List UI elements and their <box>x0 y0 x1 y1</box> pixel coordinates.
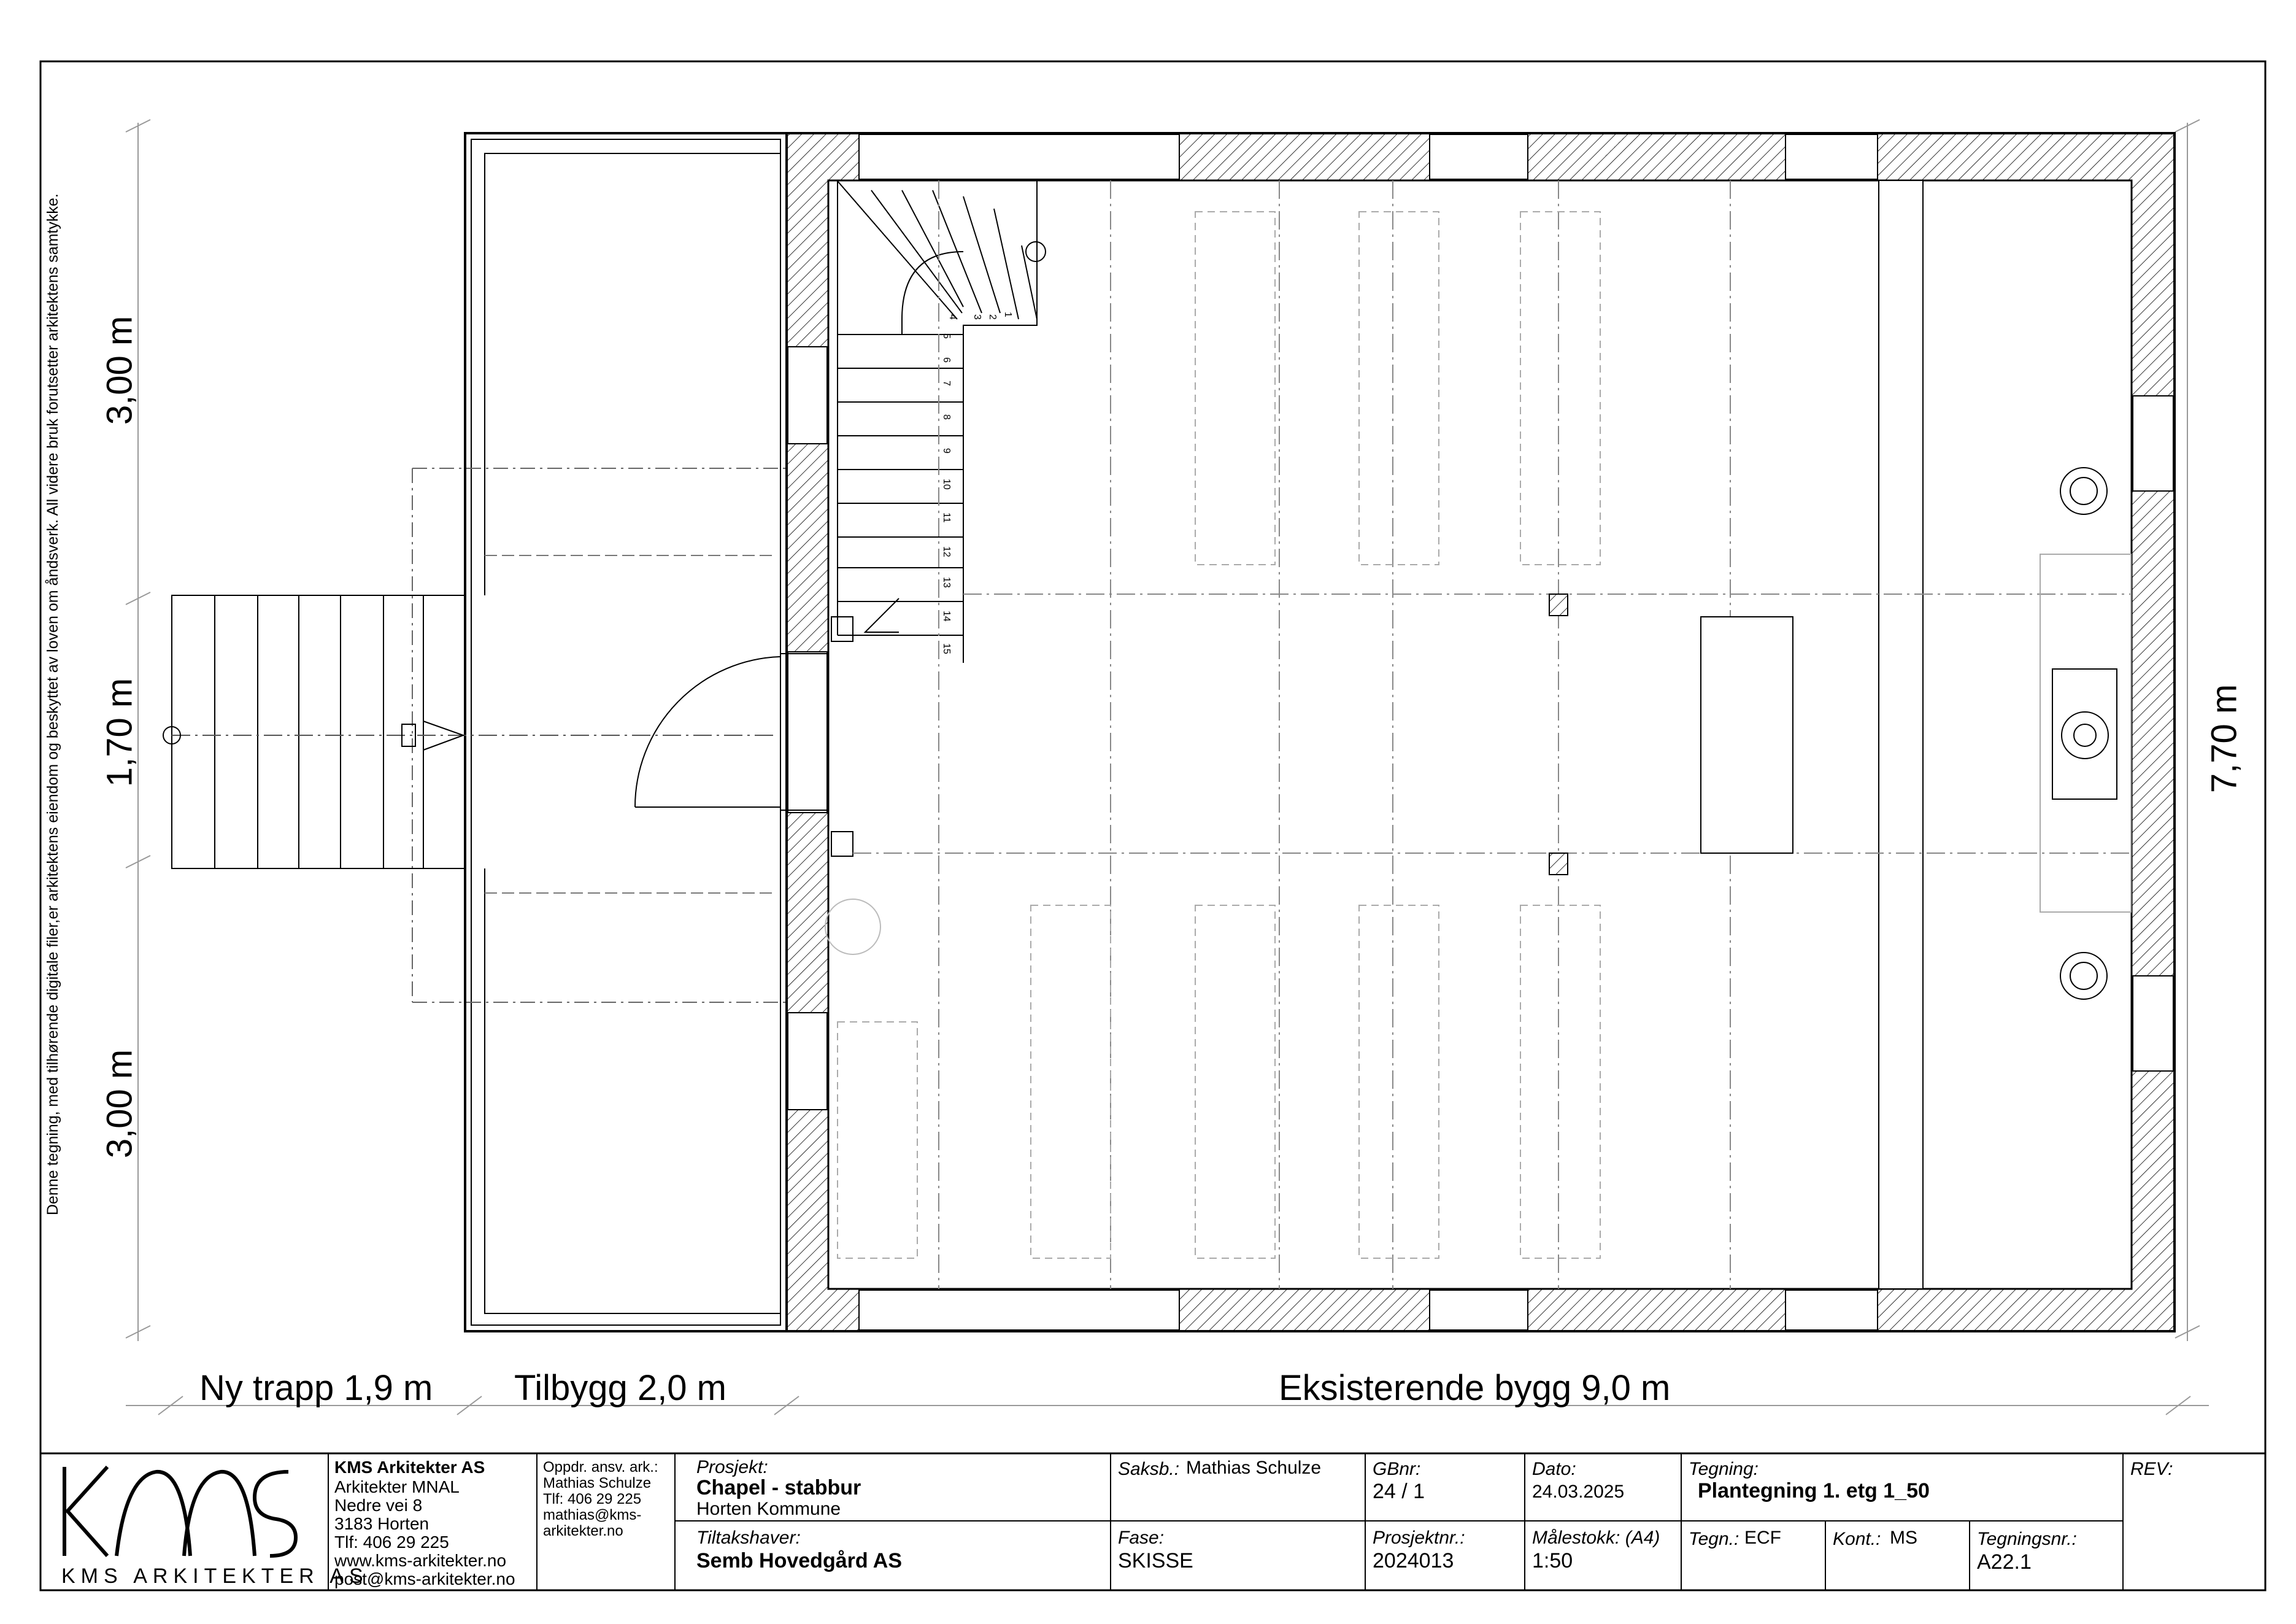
checked-by-label: Kont.: <box>1833 1529 1881 1549</box>
date-label: Dato: <box>1532 1459 1576 1479</box>
drawing-title: Plantegning 1. etg 1_50 <box>1698 1479 1930 1502</box>
company-email: post@kms-arkitekter.no <box>334 1569 515 1588</box>
stair-number: 3 <box>972 314 982 320</box>
scale-value: 1:50 <box>1532 1549 1573 1572</box>
case-handler-value: Mathias Schulze <box>1186 1458 1322 1478</box>
stair-number: 13 <box>941 577 952 588</box>
client-value: Semb Hovedgård AS <box>696 1549 903 1572</box>
scale-label: Målestokk: (A4) <box>1532 1528 1660 1548</box>
stair-number: 6 <box>941 357 952 363</box>
revision-label: REV: <box>2130 1459 2173 1479</box>
gbnr-value: 24 / 1 <box>1373 1480 1425 1503</box>
drawn-by-value: ECF <box>1744 1528 1781 1548</box>
phase-label: Fase: <box>1118 1528 1165 1548</box>
dimension-right-total: 7,70 m <box>2204 684 2244 794</box>
company-line: 3183 Horten <box>334 1514 430 1533</box>
company-name: KMS Arkitekter AS <box>334 1458 485 1477</box>
dimension-existing: Eksisterende bygg 9,0 m <box>1279 1368 1671 1408</box>
dimension-left-top: 3,00 m <box>99 315 140 425</box>
responsible-line: Tlf: 406 29 225 <box>543 1491 642 1507</box>
case-handler-label: Saksb.: <box>1118 1459 1180 1479</box>
stair-number: 9 <box>941 448 952 454</box>
company-line: Tlf: 406 29 225 <box>334 1533 449 1552</box>
drawn-by-label: Tegn.: <box>1689 1529 1739 1549</box>
drawing-number-label: Tegningsnr.: <box>1977 1529 2077 1549</box>
responsible-label: Oppdr. ansv. ark.: <box>543 1459 658 1475</box>
project-name: Chapel - stabbur <box>696 1476 861 1499</box>
dimension-left-bottom: 3,00 m <box>99 1049 140 1159</box>
dimension-extension: Tilbygg 2,0 m <box>514 1368 726 1408</box>
project-municipality: Horten Kommune <box>696 1499 841 1519</box>
project-label: Prosjekt: <box>696 1457 768 1477</box>
stair-number: 5 <box>941 333 952 339</box>
stair-number: 4 <box>947 314 958 320</box>
kms-logo <box>64 1467 296 1556</box>
responsible-line: arkitekter.no <box>543 1523 623 1539</box>
stair-number: 2 <box>987 314 998 320</box>
dimension-stair: Ny trapp 1,9 m <box>199 1368 433 1408</box>
gbnr-label: GBnr: <box>1373 1459 1421 1479</box>
stair-number: 15 <box>941 643 952 654</box>
stair-number: 11 <box>941 512 952 523</box>
date-value: 24.03.2025 <box>1532 1482 1625 1502</box>
company-line: Arkitekter MNAL <box>334 1477 460 1496</box>
stair-number: 8 <box>941 414 952 420</box>
drawing-number-value: A22.1 <box>1977 1550 2032 1574</box>
responsible-line: Mathias Schulze <box>543 1475 652 1491</box>
project-number-label: Prosjektnr.: <box>1373 1528 1465 1548</box>
phase-value: SKISSE <box>1118 1549 1193 1572</box>
stair-number: 14 <box>941 611 952 622</box>
company-website: www.kms-arkitekter.no <box>334 1551 507 1570</box>
stair-number: 12 <box>941 546 952 557</box>
company-line: Nedre vei 8 <box>334 1496 423 1515</box>
stair-number: 7 <box>941 381 952 386</box>
client-label: Tiltakshaver: <box>696 1528 801 1548</box>
copyright-note: Denne tegning, med tilhørende digitale filer,er arkitektens eiendom og beskyttet av loven om åndsverk. All videre bruk forutsetter arkitektens samtykke. <box>44 193 61 1215</box>
stair-number: 1 <box>1003 312 1013 317</box>
stair-number: 10 <box>941 479 952 490</box>
responsible-line: mathias@kms- <box>543 1507 642 1523</box>
logo-subtitle: KMS ARKITEKTER AS <box>61 1564 369 1588</box>
checked-by-value: MS <box>1890 1528 1917 1548</box>
project-number-value: 2024013 <box>1373 1549 1454 1572</box>
drawing-label: Tegning: <box>1689 1459 1759 1479</box>
dimension-left-middle: 1,70 m <box>99 678 140 787</box>
